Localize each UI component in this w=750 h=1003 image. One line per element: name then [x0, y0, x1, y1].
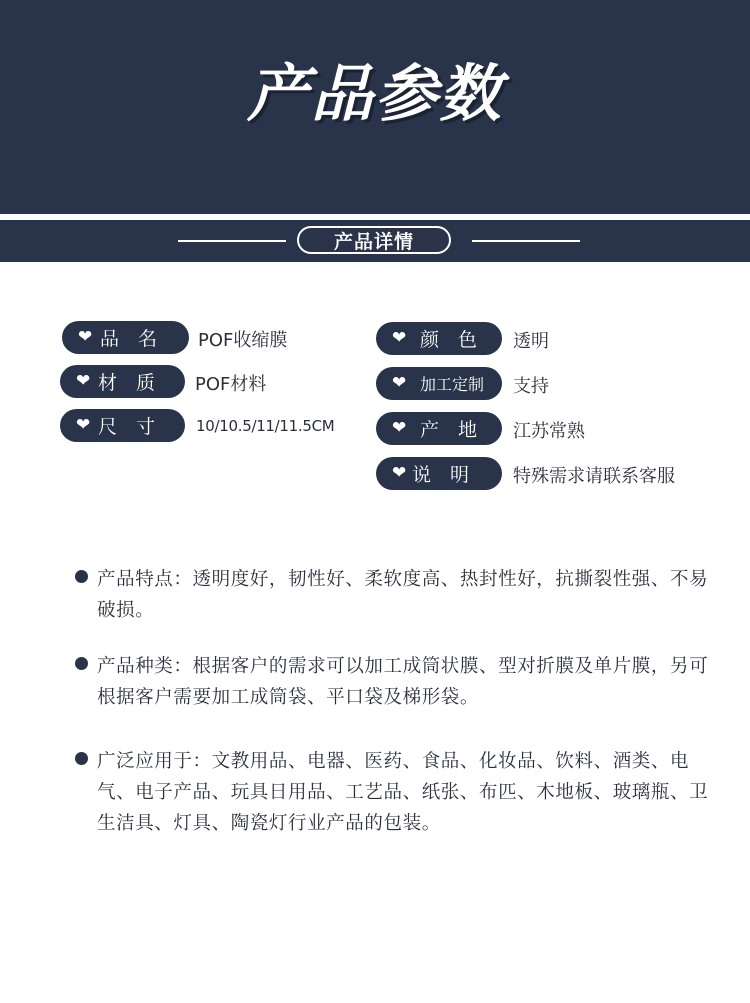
dot-icon: [75, 570, 88, 583]
spec-badge: [60, 365, 185, 398]
heart-icon: ❤: [76, 371, 91, 391]
divider-line-left: [178, 240, 286, 242]
feature-item: [75, 746, 725, 839]
page-title: 产品参数: [246, 57, 503, 130]
spec-value: POF材料: [195, 374, 267, 395]
spec-badge: [376, 367, 502, 400]
feature-text: 产品种类：根据客户的需求可以加工成筒状膜、型对折膜及单片膜，另可根据客户需要加工成筒袋、平口袋及梯形袋。: [97, 656, 709, 708]
heart-icon: ❤: [392, 328, 407, 348]
spec-label: 说 明: [412, 464, 470, 486]
header-banner: [0, 0, 750, 214]
spec-label: 材 质: [98, 372, 156, 394]
section-title: 产品详情: [333, 230, 414, 253]
spec-badge: [376, 457, 502, 490]
heart-icon: ❤: [392, 463, 407, 483]
spec-label: 颜 色: [420, 329, 478, 351]
spec-label: 品 名: [100, 328, 158, 350]
feature-item: [75, 564, 725, 626]
divider-line-right: [472, 240, 580, 242]
dot-icon: [75, 752, 88, 765]
spec-value: 透明: [513, 331, 549, 352]
heart-icon: ❤: [76, 415, 91, 435]
spec-label: 产 地: [420, 419, 478, 441]
spec-value: 10/10.5/11/11.5CM: [196, 417, 335, 435]
spec-badge: [60, 409, 185, 442]
spec-badge: [376, 322, 502, 355]
heart-icon: ❤: [392, 418, 407, 438]
section-header: [0, 220, 750, 262]
spec-value: 特殊需求请联系客服: [513, 466, 675, 487]
feature-item: [75, 651, 725, 713]
spec-value: 江苏常熟: [513, 421, 585, 442]
heart-icon: ❤: [78, 327, 93, 347]
spec-value: POF收缩膜: [198, 330, 288, 351]
heart-icon: ❤: [392, 373, 407, 393]
spec-label: 加工定制: [420, 375, 485, 394]
spec-value: 支持: [513, 376, 549, 397]
dot-icon: [75, 657, 88, 670]
section-title-pill: [297, 226, 451, 254]
spec-badge: [376, 412, 502, 445]
spec-label: 尺 寸: [98, 416, 156, 438]
spec-badge: [62, 321, 189, 354]
feature-text: 广泛应用于：文教用品、电器、医药、食品、化妆品、饮料、酒类、电气、电子产品、玩具日用品、工艺品、纸张、布匹、木地板、玻璃瓶、卫生洁具、灯具、陶瓷灯行业产品的包装。: [97, 751, 709, 834]
feature-text: 产品特点：透明度好，韧性好、柔软度高、热封性好，抗撕裂性强、不易破损。: [97, 569, 709, 621]
